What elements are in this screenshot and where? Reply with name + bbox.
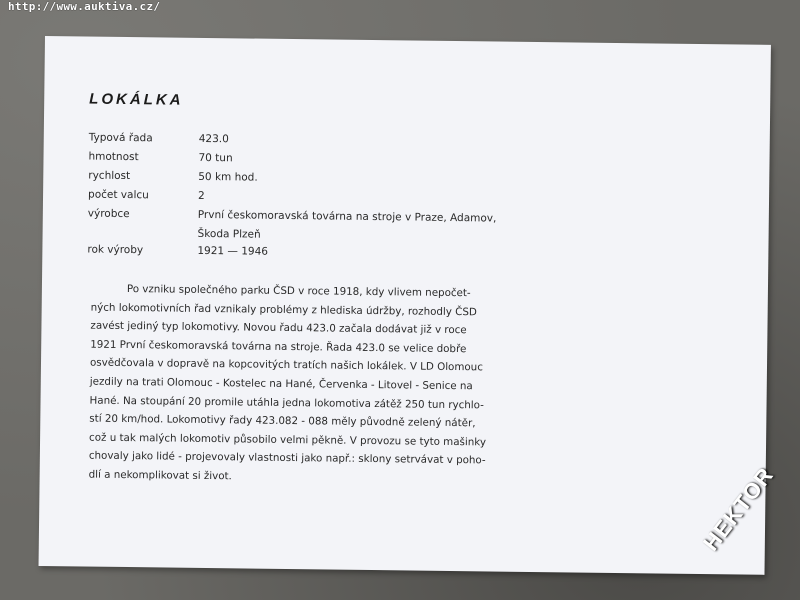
postcard	[39, 36, 771, 575]
spec-label: počet valcu	[87, 188, 149, 202]
spec-value: 423.0	[198, 132, 229, 146]
paragraph-line: stí 20 km/hod. Lokomotivy řady 423.082 - 088 měly původně zelený nátěr,	[89, 412, 476, 430]
spec-label: výrobce	[87, 207, 130, 221]
spec-value: 2	[197, 189, 205, 202]
paragraph-line: 1921 První českomoravská továrna na stroje. Řada 423.0 se velice dobře	[90, 338, 467, 355]
paragraph-line: zavést jediný typ lokomotivy. Novou řadu 423.0 začala dodávat již v roce	[90, 319, 467, 337]
spec-table	[87, 129, 497, 260]
spec-value: 70 tun	[198, 151, 233, 165]
hektor-watermark: HEKTOR	[698, 462, 779, 556]
paragraph-line: ných lokomotivních řad vznikaly problémy z hlediska údržby, rozhodly ČSD	[90, 301, 477, 318]
spec-value: 50 km hod.	[198, 170, 258, 184]
paragraph-line: což u tak malých lokomotiv působilo velmi pěkně. V provozu se tyto mašinky	[89, 431, 487, 449]
paragraph-line: Po vzniku společného parku ČSD v roce 1918, kdy vlivem nepočet-	[126, 283, 471, 300]
paragraph-line: Hané. Na stoupání 20 promile utáhla jedna lokomotiva zátěž 250 tun rychlo-	[89, 394, 484, 411]
card-title: LOKÁLKA	[89, 90, 184, 109]
spec-label: Typová řada	[88, 131, 153, 145]
paragraph-line: jezdily na trati Olomouc - Kostelec na Hané, Červenka - Litovel - Senice na	[89, 375, 473, 393]
spec-label: hmotnost	[88, 150, 139, 164]
paragraph-line: chovaly jako lidé - projevovaly vlastnosti jako např.: sklony setrvávat v poho-	[88, 449, 486, 467]
paragraph-line: dlí a nekomplikovat si život.	[88, 468, 232, 483]
spec-label: rok výroby	[87, 243, 144, 257]
paragraph-line: osvědčovala v dopravě na kopcovitých tratích našich lokálek. V LD Olomouc	[89, 356, 483, 374]
spec-label: rychlost	[88, 169, 131, 183]
watermark-url: http://www.auktiva.cz/	[8, 0, 161, 13]
spec-value: První českomoravská továrna na stroje v Praze, Adamov, Škoda Plzeň	[197, 208, 497, 241]
description-paragraph	[89, 280, 513, 490]
spec-value: 1921 — 1946	[197, 244, 269, 258]
